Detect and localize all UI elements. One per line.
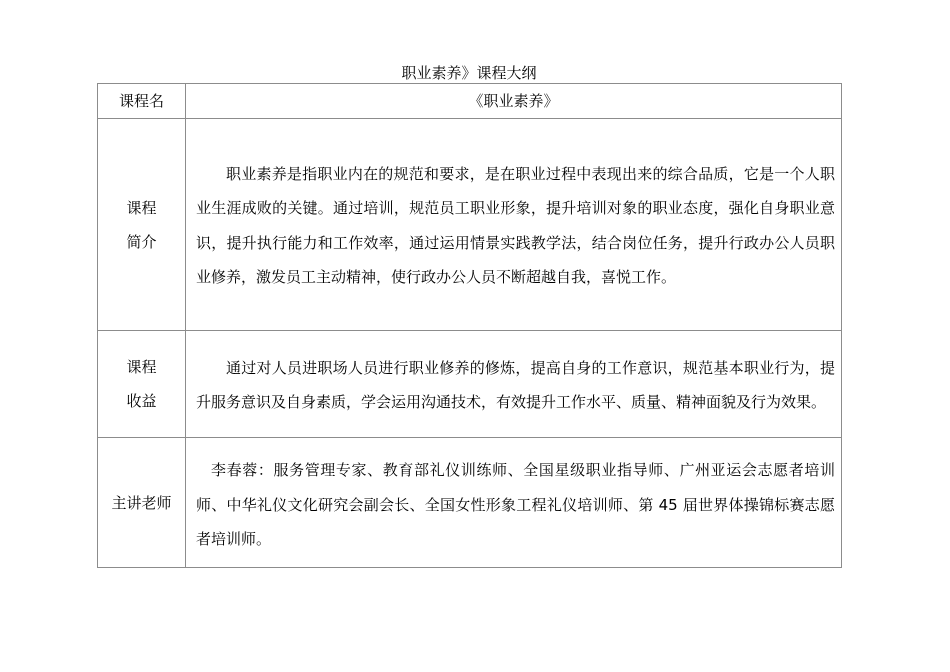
course-benefit-label [98,331,186,438]
course-benefit-label-line2: 收益 [126,392,157,410]
course-benefit-text: 通过对人员进职场人员进行职业修养的修炼，提高自身的工作意识，规范基本职业行为，提升服务意识及自身素质，学会运用沟通技术，有效提升工作水平、质量、精神面貌及行为效果。 [186,331,842,438]
course-intro-label-line2: 简介 [126,232,157,251]
teacher-text: 李春蓉：服务管理专家、教育部礼仪训练师、全国星级职业指导师、广州亚运会志愿者培训师、中华礼仪文化研究会副会长、全国女性形象工程礼仪培训师、第 45 届世界体操锦标赛志愿者培训师。 [186,438,842,568]
course-benefit-label-line1: 课程 [126,358,157,376]
table-row-course-intro [98,119,842,331]
course-intro-label-line1: 课程 [126,198,157,217]
document-title: 职业素养》课程大纲 [401,64,537,82]
course-intro-label [98,119,186,331]
teacher-label: 主讲老师 [98,438,186,568]
table-row-course-name [98,84,842,119]
course-outline-table [97,83,842,568]
table-row-course-benefit [98,331,842,438]
course-intro-text: 职业素养是指职业内在的规范和要求，是在职业过程中表现出来的综合品质，它是一个人职业生涯成败的关键。通过培训，规范员工职业形象，提升培训对象的职业态度，强化自身职业意识，提升执行能力和工作效率，通过运用情景实践教学法，结合岗位任务，提升行政办公人员职业修养，激发员工主动精神，使行政办公人员不断超越自我，喜悦工作。 [186,119,842,331]
table-row-teacher [98,438,842,568]
course-name-value: 《职业素养》 [186,84,842,119]
course-name-label: 课程名 [98,84,186,119]
